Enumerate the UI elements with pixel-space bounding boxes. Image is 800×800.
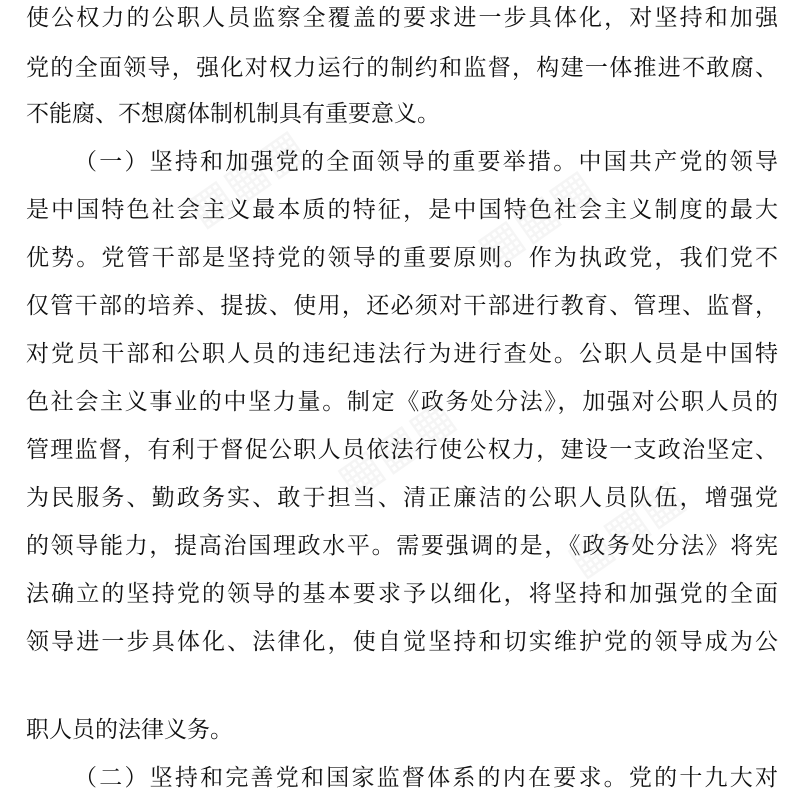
text-line: 优势。党管干部是坚持党的领导的重要原则。作为执政党，我们党不 (26, 245, 778, 271)
text-line: 法确立的坚持党的领导的基本要求予以细化，将坚持和加强党的全面 (26, 581, 778, 607)
text-line: 管理监督，有利于督促公职人员依法行使公权力，建设一支政治坚定、 (26, 437, 778, 463)
text-line: 是中国特色社会主义最本质的特征，是中国特色社会主义制度的最大 (26, 197, 778, 223)
paragraph-heading-1: （一）坚持和加强党的全面领导的重要举措。中国共产党的领导 (74, 149, 778, 175)
paragraph-heading-2: （二）坚持和完善党和国家监督体系的内在要求。党的十九大对 (74, 765, 778, 791)
text-line: 领导进一步具体化、法律化，使自觉坚持和切实维护党的领导成为公 (26, 629, 778, 655)
text-line: 为民服务、勤政务实、敢于担当、清正廉洁的公职人员队伍，增强党 (26, 485, 778, 511)
text-line: 党的全面领导，强化对权力运行的制约和监督，构建一体推进不敢腐、 (26, 55, 778, 81)
text-line: 的领导能力，提高治国理政水平。需要强调的是，《政务处分法》将宪 (26, 533, 778, 559)
text-line: 对党员干部和公职人员的违纪违法行为进行查处。公职人员是中国特 (26, 341, 778, 367)
text-line: 不能腐、不想腐体制机制具有重要意义。 (26, 101, 440, 127)
text-line: 使公权力的公职人员监察全覆盖的要求进一步具体化，对坚持和加强 (26, 5, 778, 31)
text-line: 职人员的法律义务。 (26, 717, 233, 743)
text-line: 仅管干部的培养、提拔、使用，还必须对干部进行教育、管理、监督， (26, 293, 778, 319)
text-line: 色社会主义事业的中坚力量。制定《政务处分法》，加强对公职人员的 (26, 389, 778, 415)
